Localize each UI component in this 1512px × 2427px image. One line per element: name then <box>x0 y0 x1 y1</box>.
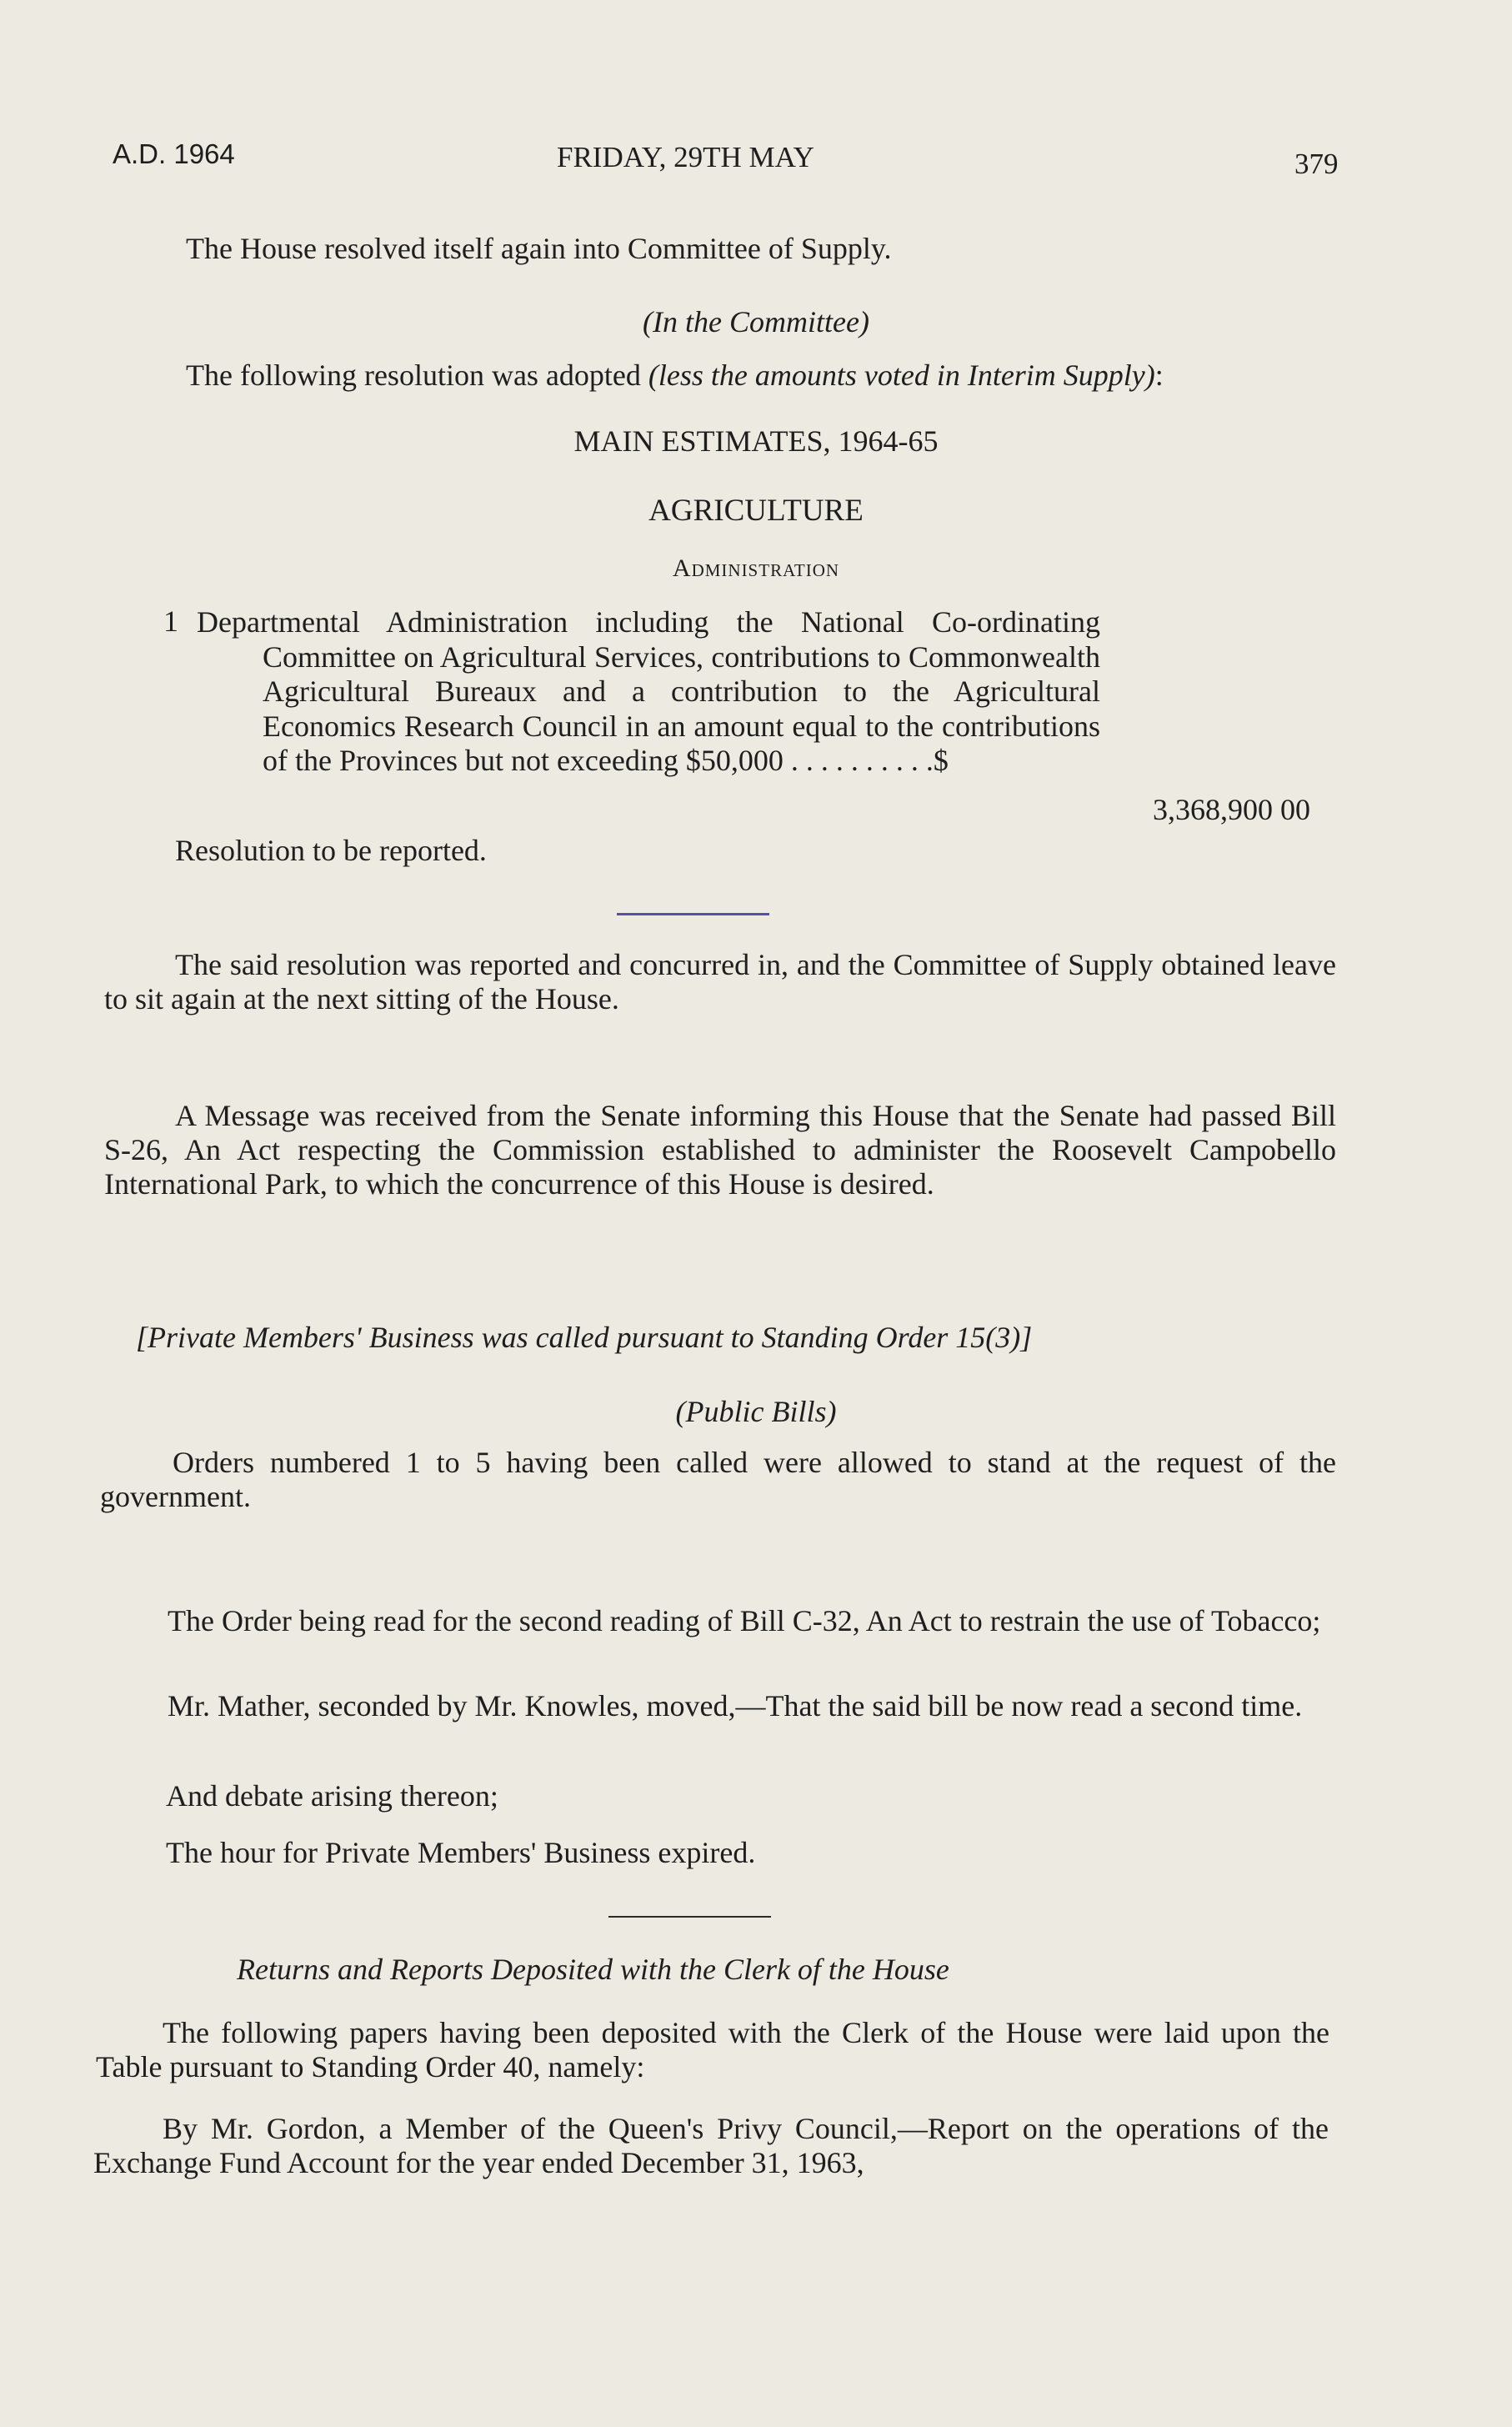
section-divider <box>617 913 769 915</box>
estimate-item-text: Departmental Administration including the National Co-ordinating Committee on Agricultural Services, contributions to Commonwealth Agricultural Bureaux and a contribution to the Agricultural Economics Research Council in an amount equal to the contributions of the Provinces but not exceeding $50,000 . . . . . . . . . .$ <box>197 605 1100 777</box>
header-year: A.D. 1964 <box>113 138 235 169</box>
second-reading-paragraph: The Order being read for the second reading of Bill C-32, An Act to restrain the use of Tobacco; <box>168 1604 1321 1637</box>
section-heading: Administration <box>672 554 840 582</box>
header-date: FRIDAY, 29TH MAY <box>557 141 814 173</box>
committee-resolved: The House resolved itself again into Committee of Supply. <box>186 232 892 265</box>
public-bills-heading: (Public Bills) <box>675 1395 837 1428</box>
section-divider-2 <box>608 1916 771 1918</box>
resolution-intro-text: The following resolution was adopted <box>186 359 641 392</box>
private-members-business: [Private Members' Business was called pursuant to Standing Order 15(3)] <box>136 1321 1033 1354</box>
returns-heading: Returns and Reports Deposited with the Clerk of the House <box>237 1953 949 1986</box>
estimates-title: MAIN ESTIMATES, 1964-65 <box>573 424 939 458</box>
resolution-intro-italic: (less the amounts voted in Interim Supply) <box>648 359 1155 392</box>
orders-paragraph: Orders numbered 1 to 5 having been called were allowed to stand at the request of the government. <box>100 1446 1336 1513</box>
debate-arising: And debate arising thereon; <box>166 1779 498 1813</box>
department-heading: AGRICULTURE <box>648 494 864 528</box>
reported-paragraph: The said resolution was reported and concurred in, and the Committee of Supply obtained leave to sit again at the next sitting of the House. <box>104 948 1336 1015</box>
papers-deposited-paragraph: The following papers having been deposited with the Clerk of the House were laid upon the Table pursuant to Standing Order 40, namely: <box>96 2016 1329 2084</box>
senate-message-paragraph: A Message was received from the Senate informing this House that the Senate had passed Bill S-26, An Act respecting the Commission established to administer the Roosevelt Campobello International Park, to which the concurrence of this House is desired. <box>104 1099 1336 1201</box>
resolution-to-be-reported: Resolution to be reported. <box>175 834 487 867</box>
mather-motion-paragraph: Mr. Mather, seconded by Mr. Knowles, moved,—That the said bill be now read a second time. <box>168 1689 1303 1722</box>
in-committee: (In the Committee) <box>643 305 869 338</box>
page-number: 379 <box>1294 148 1339 180</box>
estimate-item-amount: 3,368,900 00 <box>1153 793 1310 826</box>
gordon-report-paragraph: By Mr. Gordon, a Member of the Queen's Privy Council,—Report on the operations of the Exchange Fund Account for the year ended December 31, 1963, <box>93 2112 1329 2179</box>
resolution-intro-end: : <box>1154 359 1164 392</box>
hour-expired: The hour for Private Members' Business expired. <box>166 1836 756 1869</box>
item-number: 1 <box>163 604 178 638</box>
resolution-intro <box>115 359 1345 393</box>
